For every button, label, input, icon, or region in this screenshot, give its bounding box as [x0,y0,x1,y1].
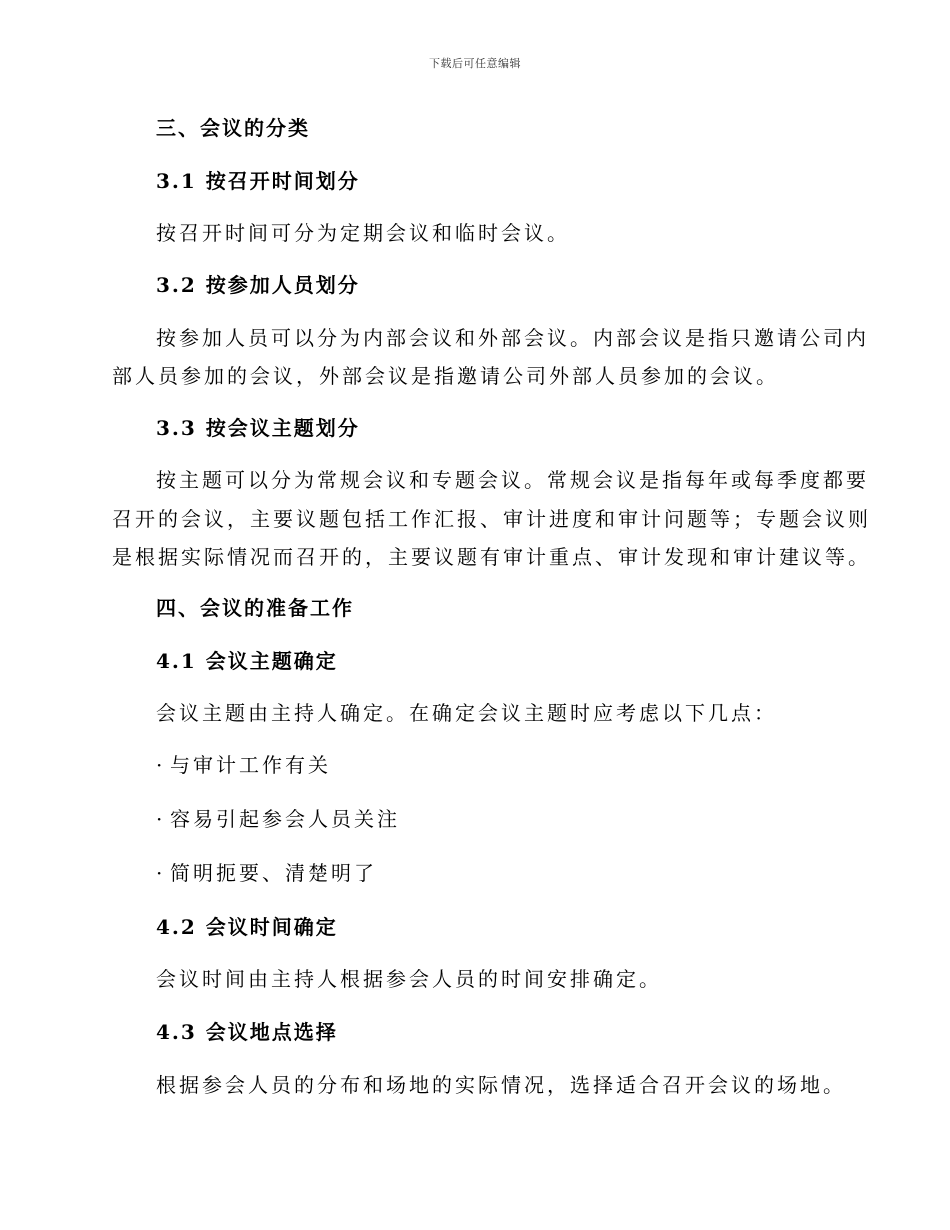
bullet-text: 与审计工作有关 [170,753,331,777]
section-3-title: 三、会议的分类 [156,116,310,140]
bullet-marker: · [156,807,166,831]
page-header: 下载后可任意编辑 [429,57,521,70]
section-4-title: 四、会议的准备工作 [156,596,354,620]
section-3-3-paragraph-line-3: 是根据实际情况而召开的，主要议题有审计重点、审计发现和审计建议等。 [112,545,871,569]
section-4-1-paragraph: 会议主题由主持人确定。在确定会议主题时应考虑以下几点： [156,701,777,725]
section-3-3-paragraph-line-1: 按主题可以分为常规会议和专题会议。常规会议是指每年或每季度都要 [156,468,869,492]
bullet-item [156,753,331,777]
bullet-text: 容易引起参会人员关注 [170,807,400,831]
bullet-item [156,807,400,831]
section-4-2-paragraph: 会议时间由主持人根据参会人员的时间安排确定。 [156,967,662,991]
section-3-1-title: 3.1 按召开时间划分 [156,169,360,193]
bullet-text: 简明扼要、清楚明了 [170,861,377,885]
section-4-2-title: 4.2 会议时间确定 [156,915,338,939]
section-4-1-title: 4.1 会议主题确定 [156,649,338,673]
section-3-1-paragraph: 按召开时间可分为定期会议和临时会议。 [156,221,570,245]
section-3-3-paragraph-line-2: 召开的会议，主要议题包括工作汇报、审计进度和审计问题等；专题会议则 [112,507,871,531]
bullet-marker: · [156,861,166,885]
section-3-2-title: 3.2 按参加人员划分 [156,273,360,297]
section-4-3-paragraph: 根据参会人员的分布和场地的实际情况，选择适合召开会议的场地。 [156,1073,846,1097]
section-3-3-title: 3.3 按会议主题划分 [156,416,360,440]
bullet-marker: · [156,753,166,777]
section-3-2-paragraph-line-1: 按参加人员可以分为内部会议和外部会议。内部会议是指只邀请公司内 [156,326,869,350]
section-4-3-title: 4.3 会议地点选择 [156,1020,338,1044]
section-3-2-paragraph-line-2: 部人员参加的会议，外部会议是指邀请公司外部人员参加的会议。 [112,364,779,388]
bullet-item [156,861,377,885]
